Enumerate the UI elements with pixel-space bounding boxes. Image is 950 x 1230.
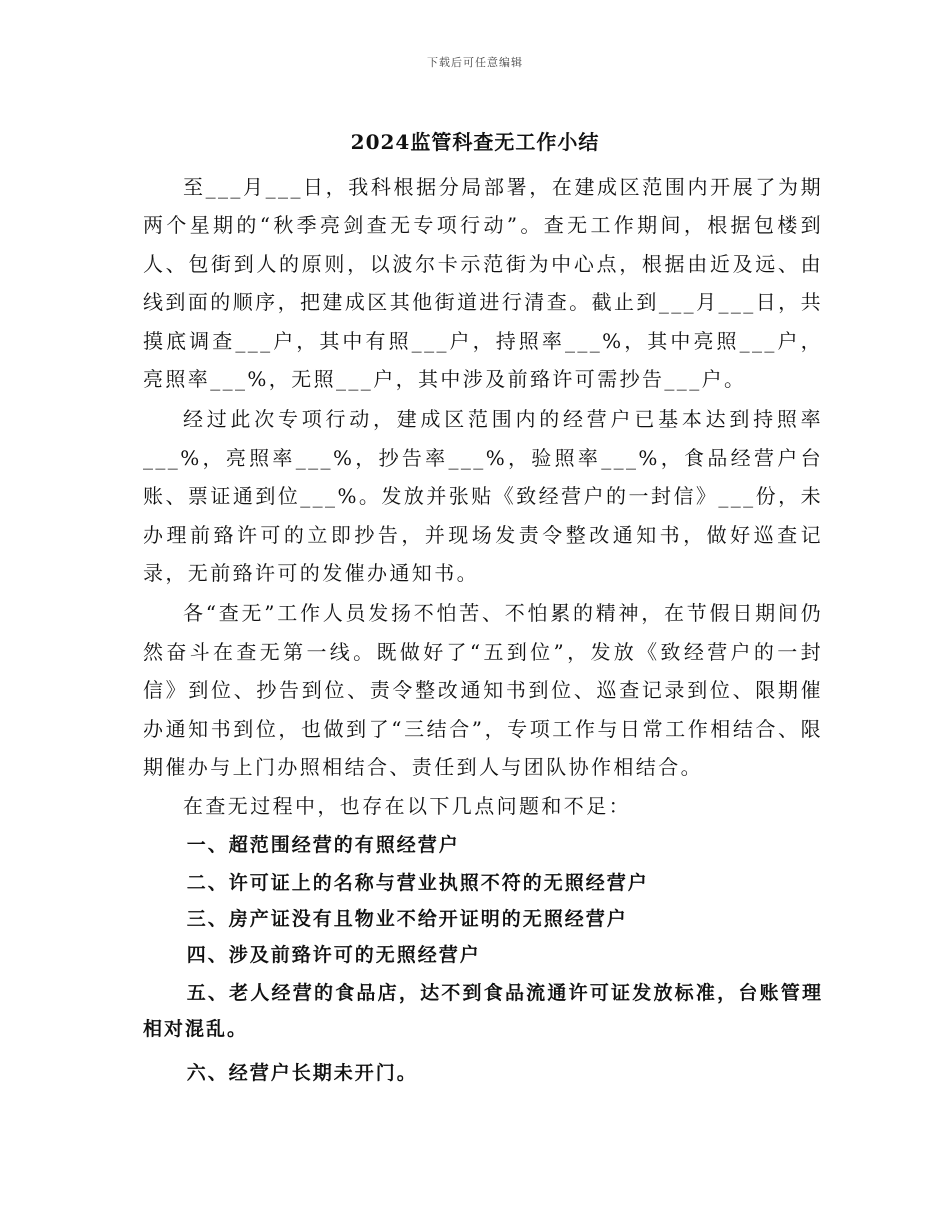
issue-item-3: 三、房产证没有且物业不给开证明的无照经营户: [186, 907, 628, 930]
header-note: 下载后可任意编辑: [427, 56, 523, 69]
issue-item-1: 一、超范围经营的有照经营户: [186, 833, 460, 856]
document-body: [143, 168, 823, 1093]
issue-item-4: 四、涉及前臵许可的无照经营户: [186, 943, 481, 966]
paragraph-staff: 各“查无”工作人员发扬不怕苦、不怕累的精神，在节假日期间仍然奋斗在查无第一线。既做好了“五到位”，发放《致经营户的一封信》到位、抄告到位、责令整改通知书到位、巡查记录到位、限期催办通知书到位，也做到了“三结合”，专项工作与日常工作相结合、限期催办与上门办照相结合、责任到人与团队协作相结合。: [143, 601, 823, 780]
paragraph-summary: 至___月___日，我科根据分局部署，在建成区范围内开展了为期两个星期的“秋季亮剑查无专项行动”。查无工作期间，根据包楼到人、包街到人的原则，以波尔卡示范街为中心点，根据由近及远、由线到面的顺序，把建成区其他街道进行清查。截止到___月___日，共摸底调查___户，其中有照___户，持照率___%，其中亮照___户，亮照率___%，无照___户，其中涉及前臵许可需抄告___户。: [143, 175, 823, 392]
paragraph-results: 经过此次专项行动，建成区范围内的经营户已基本达到持照率___%，亮照率___%，抄告率___%，验照率___%，食品经营户台账、票证通到位___%。发放并张贴《致经营户的一封信》___份，未办理前臵许可的立即抄告，并现场发责令整改通知书，做好巡查记录，无前臵许可的发催办通知书。: [143, 407, 823, 586]
paragraph-issues-intro: 在查无过程中，也存在以下几点问题和不足：: [183, 793, 631, 818]
document-title: 2024监管科查无工作小结: [350, 130, 600, 154]
issue-item-6: 六、经营户长期未开门。: [186, 1061, 418, 1084]
issue-item-2: 二、许可证上的名称与营业执照不符的无照经营户: [186, 871, 649, 894]
issue-item-5: 五、老人经营的食品店，达不到食品流通许可证发放标准，台账管理相对混乱。: [143, 981, 823, 1040]
